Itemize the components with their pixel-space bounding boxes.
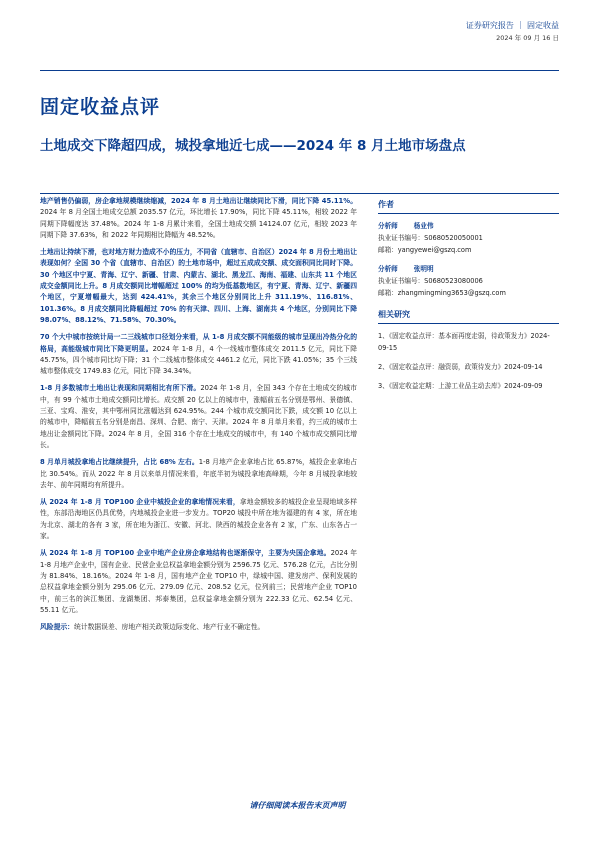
summary-body (40, 196, 357, 639)
related-report[interactable]: 1、《固定收益点评：基本面再度走弱，待政策发力》2024-09-15 (378, 332, 550, 352)
footer-disclaimer: 请仔细阅读本报告末页声明 (249, 801, 346, 810)
paragraph-body: 1-8 月地产企业拿地占比 65.87%，城投企业拿地占比 30.54%。而从 2022 年 8 月以来单月情况来看，年底半初为城投拿地高峰期，今年 8 月城投拿地较去年、前年同期均有所提升。 (40, 458, 357, 489)
analyst-email[interactable]: 邮箱：yangyewei@gszq.com (378, 246, 472, 254)
paragraph-lead: 从 2024 年 1-8 月 TOP100 企业中地产企业房企拿地结构也逐渐保守，主要为央国企拿地。 (40, 549, 331, 558)
analyst-role: 分析师 (378, 265, 398, 273)
paragraph (40, 196, 357, 241)
report-title: 土地成交下降超四成，城投拿地近七成——2024 年 8 月土地市场盘点 (40, 138, 466, 154)
paragraph (40, 247, 357, 326)
sidebar (378, 199, 559, 399)
paragraph-lead: 1-8 月多数城市土地出让表现和同期相比有所下滑。 (40, 384, 201, 393)
analyst-email[interactable]: 邮箱：zhangmingming3653@gszq.com (378, 289, 506, 297)
analyst-license: 执业证书编号：S0680523080006 (378, 277, 483, 285)
analyst-name: 张明明 (413, 265, 434, 273)
paragraph-body: 2024 年 1-8 月，4 个一线城市整体成交 2011.5 亿元，同比下降 45.75%，四个城市同比均下降；31 个二线城市整体成交 4461.2 亿元，同比下跌 41.05%；35 个三线城市整体成交 1749.83 亿元，同比下降 34.34%。 (40, 344, 358, 376)
paragraph-body: 拿地金额较多的城投企业呈现地域多样性，东部沿海地区仍具优势，内地城投企业进一步发力。TOP20 城投中所在地为福建的有 4 家，所在地为北京、湖北的各有 3 家，所在地为浙江、安徽、河北、陕西的城投企业各有 2 家，广东、山东各占一家。 (40, 498, 357, 541)
analyst-role: 分析师 (378, 222, 398, 230)
header-label: 证券研究报告 ｜ 固定收益 (465, 21, 559, 30)
header (466, 20, 559, 42)
analyst-card (378, 263, 559, 299)
related-heading: 相关研究 (378, 309, 559, 324)
paragraph (40, 383, 357, 451)
paragraph-lead: 70 个大中城市按统计局一二三线城市口径划分来看，从 1-8 月成交额不同能级的城市呈现出冷热分化的格局，高能级城市同比下降更明显。 (40, 333, 357, 353)
paragraph-body: 2024 年 8 月全国土地成交总额 2035.57 亿元，环比增长 17.90%，同比下降 45.11%，相较 2022 年同期下降幅度达 37.48%。2024 年 1-8 月累计来看，全国土地成交额 14124.07 亿元，相较 2023 年同期下降 37.63%，和 2022 年同期相比降幅为 48.52%。 (40, 208, 357, 239)
paragraph (40, 548, 357, 616)
related-report[interactable]: 2、《固定收益点评：融资弱，政策待发力》2024-09-14 (378, 363, 543, 371)
paragraph-body: 2024 年 1-8 月，全国 343 个存在土地成交的城市中，有 99 个城市土地成交额同比增长。成交额 20 亿以上的城市中，涨幅前五名分别是鄂州、景德镇、三亚、宝鸡、淮安，其中鄂州同比涨幅达到 624.95%。244 个城市成交额同比下跌，成交额 10 亿以上的城市中，降幅前五名分别是南昌、深圳、合肥、南宁、天津。2024 年 8 月单月来看，约三成的城市土地出让金额同比下降。2024 年 8 月，全国 316 个存在土地成交的城市中，有 140 个城市成交额同比增长。 (40, 384, 357, 449)
risk-warning (40, 622, 357, 633)
paragraph (40, 457, 357, 491)
paragraph-lead: 8 月单月城投拿地占比继续提升，占比 68% 左右。 (40, 458, 199, 467)
report-date: 2024 年 09 月 16 日 (496, 34, 559, 42)
top-divider (40, 70, 559, 71)
authors-heading: 作者 (378, 199, 559, 214)
related-report[interactable]: 3、《固定收益定期：上游工业品主动去库》2024-09-09 (378, 382, 543, 390)
paragraph-lead: 地产销售仍偏弱，房企拿地规模继续缩减，2024 年 8 月土地出让继续同比下滑，同比下降 45.11%。 (40, 197, 357, 205)
analyst-card (378, 220, 559, 256)
analyst-name: 杨业伟 (413, 222, 434, 230)
report-type: 固定收益点评 (40, 96, 161, 118)
paragraph (40, 332, 357, 377)
paragraph-body: 2024 年 1-8 月地产企业中，国有企业、民营企业总权益拿地金额分别为 2596.75 亿元、576.28 亿元，占比分别为 81.84%、18.16%。2024 年 1-8 月，国有地产企业 TOP10 中，绿城中国、建发房产、保利发展的总权益拿地金额分别为 295.06 亿元、279.09 亿元、208.52 亿元，位列前三；民营地产企业 TOP10 中，前三名的滨江集团、龙湖集团、邦泰集团，总权益拿地金额分别为 222.33 亿元、62.54 亿元、55.11 亿元。 (40, 549, 357, 614)
paragraph-lead: 从 2024 年 1-8 月 TOP100 企业中城投企业的拿地情况来看， (40, 498, 240, 507)
analyst-license: 执业证书编号：S0680520050001 (378, 234, 483, 242)
paragraph-body: 统计数据误差、房地产相关政策边际变化、地产行业不确定性。 (73, 623, 265, 632)
title-divider (40, 193, 559, 194)
paragraph-lead: 土地出让持续下滑，也对地方财力造成不小的压力，不同省（直辖市、自治区）2024 年 8 月份土地出让表现如何？全国 30 个省（直辖市、自治区）的土地市场中，超过五成成交额、成交面积同比同时下降。30 个地区中宁夏、青海、辽宁、新疆、甘肃、内蒙古、湖北、黑龙江、海南、福建、山东共 11 个地区成交金额同比上升。8 月成交额同比增幅超过 100% 的均为低基数地区，有宁夏、青海、辽宁、新疆四个地区，宁夏增幅最大，达到 424.41%，其余三个地区分别同比上升 311.19%、116.81%、101.36%。8 月成交额同比降幅超过 70% 的有天津、四川、上海、湖南共 4 个地区，分别同比下降 98.07%、88.12%、71.58%、70.30%。 (40, 248, 357, 324)
paragraph-lead: 风险提示： (40, 623, 74, 632)
paragraph (40, 497, 357, 542)
